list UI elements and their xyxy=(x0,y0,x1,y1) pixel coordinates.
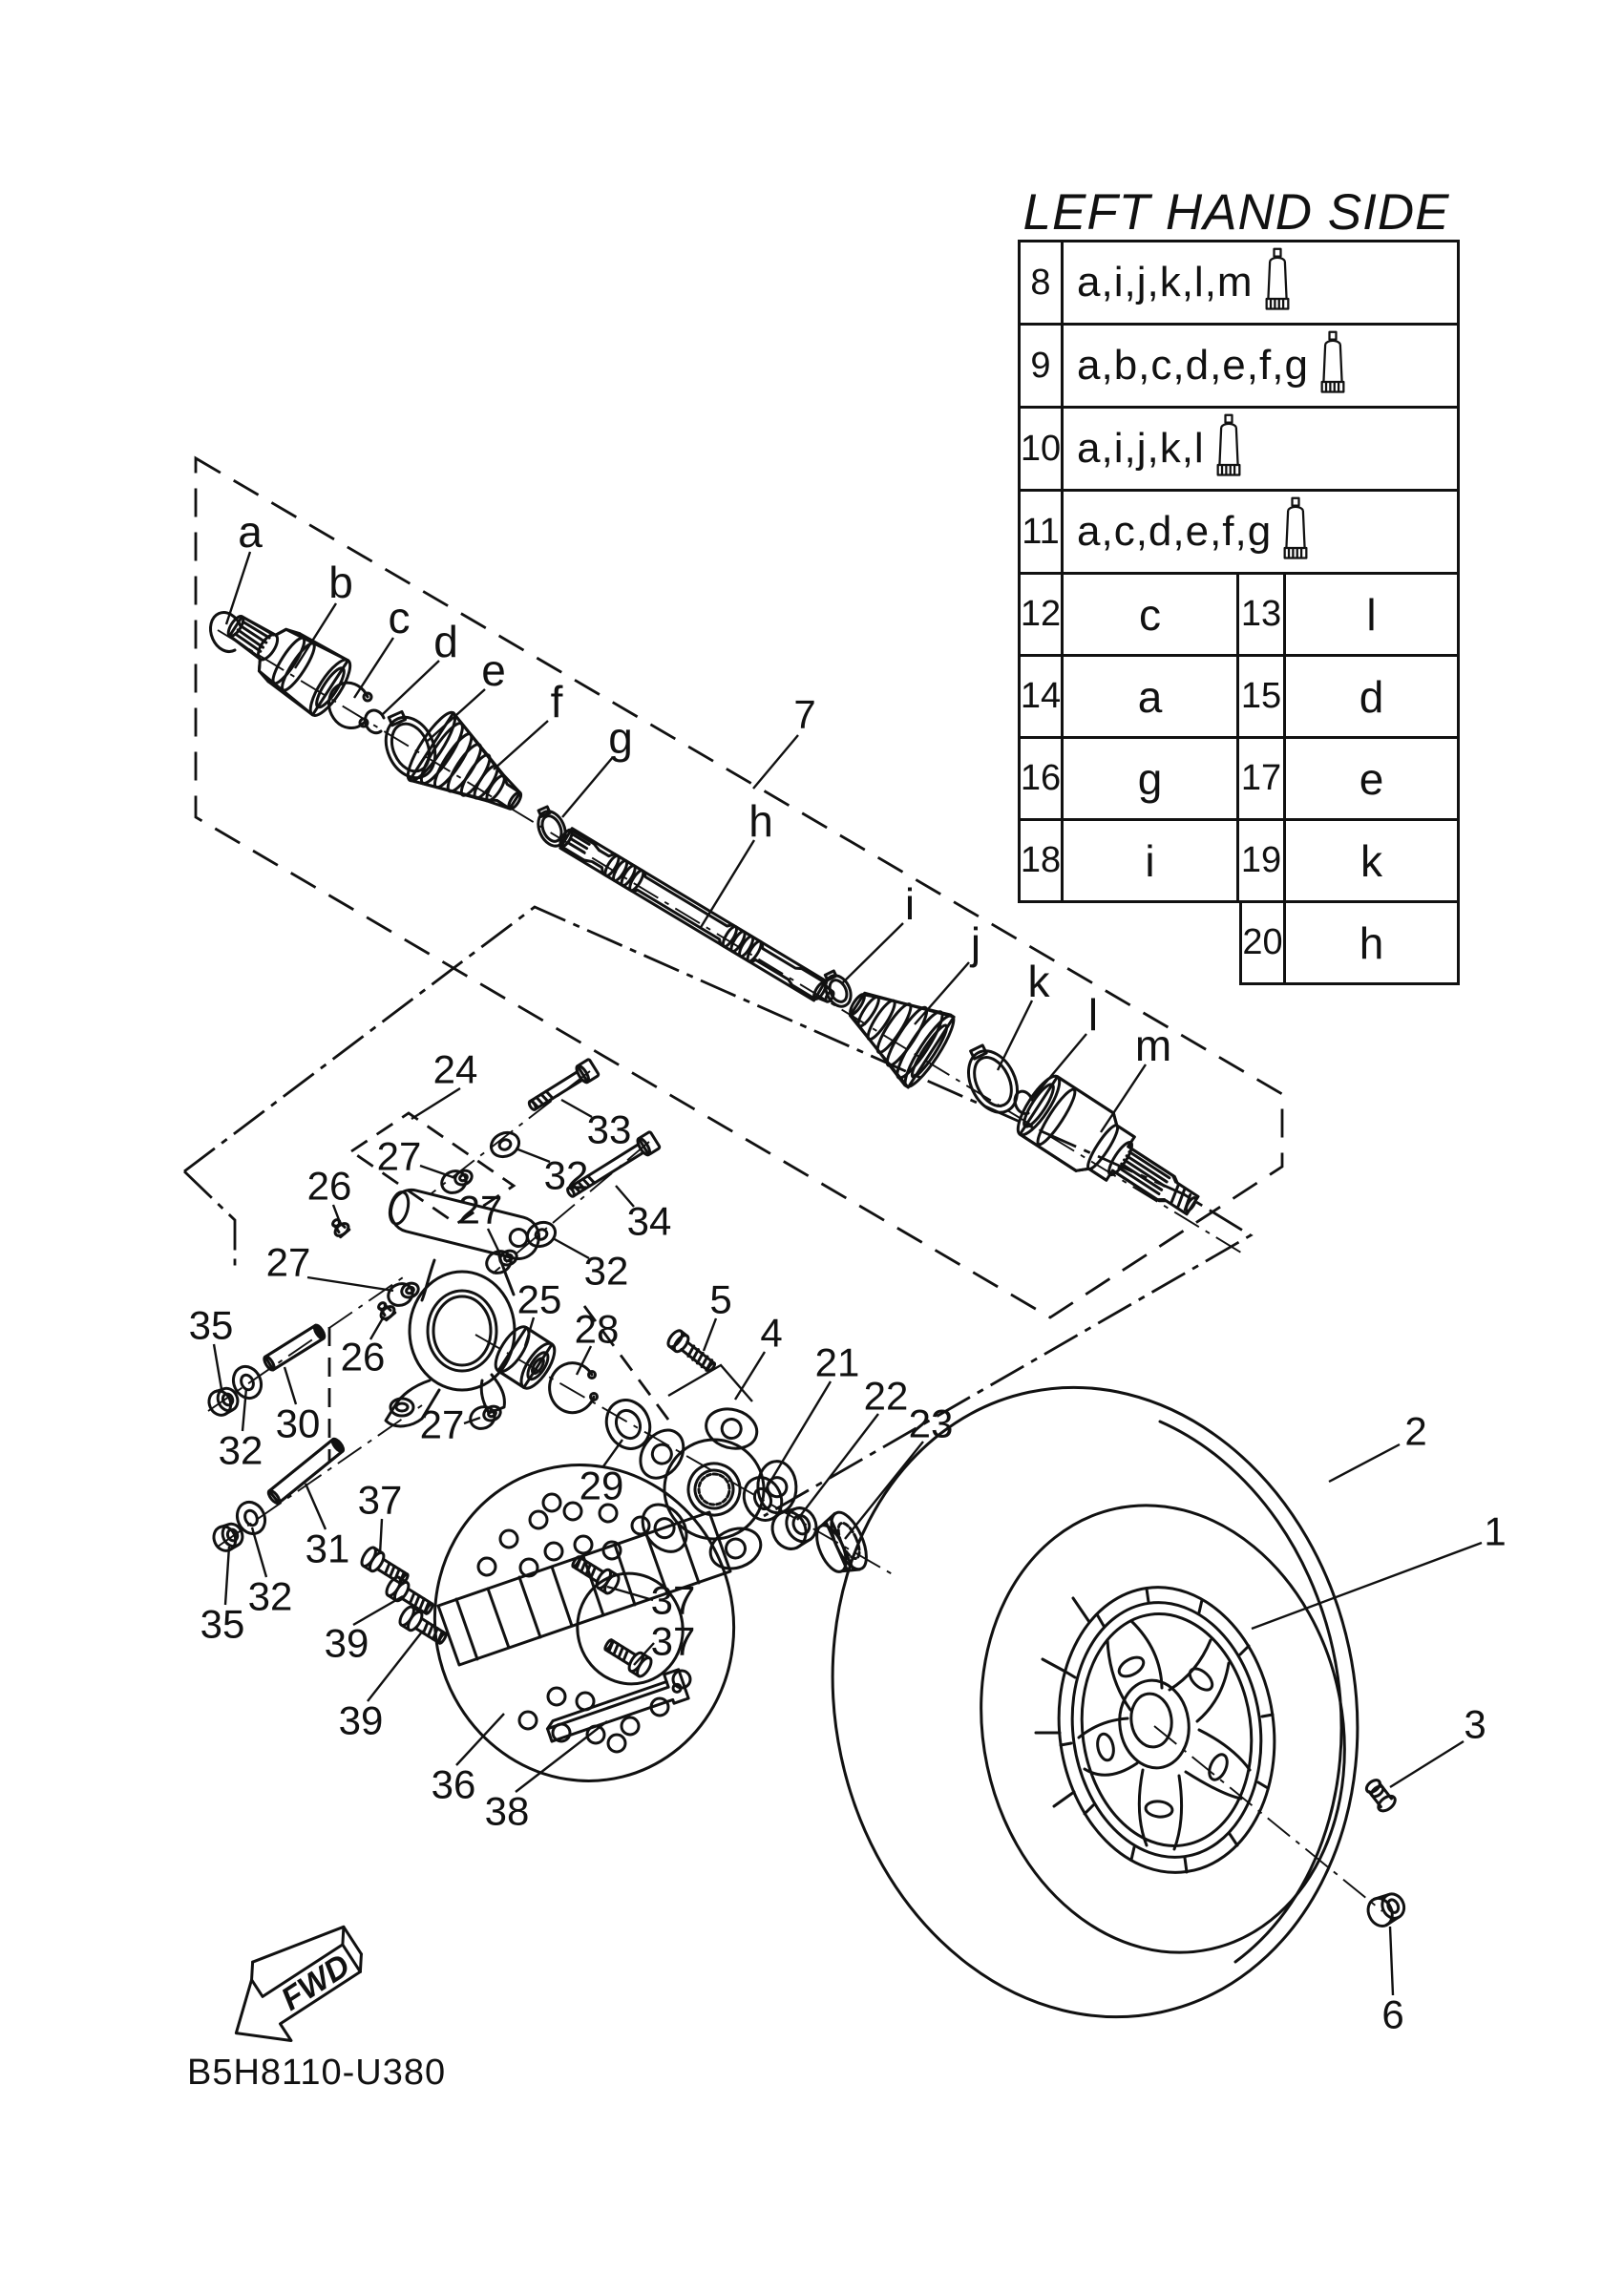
part-label-34: 34 xyxy=(626,1198,672,1244)
table-cell-12-letter: c xyxy=(1064,575,1239,657)
part-label-22: 22 xyxy=(863,1373,909,1419)
diagram-code: B5H8110-U380 xyxy=(187,2053,447,2093)
valve-stem-3 xyxy=(1362,1777,1398,1814)
bushing-27b xyxy=(483,1245,520,1277)
screw-37c xyxy=(601,1635,654,1679)
cv-boot-j xyxy=(832,967,960,1091)
part-label-7: 7 xyxy=(793,691,816,737)
part-label-37-2: 37 xyxy=(650,1577,696,1623)
page-title: LEFT HAND SIDE xyxy=(1022,184,1450,241)
nut-22 xyxy=(767,1502,822,1554)
screw-39a xyxy=(384,1575,436,1619)
table-cell-13: 13 xyxy=(1239,575,1286,657)
rim-hub xyxy=(1114,1675,1194,1772)
part-label-l: l xyxy=(1087,990,1099,1040)
cv-joint-m xyxy=(1011,1071,1212,1234)
pivot-pin-30 xyxy=(263,1324,327,1372)
part-label-1: 1 xyxy=(1484,1508,1507,1554)
part-label-23: 23 xyxy=(908,1401,954,1446)
washer-32c xyxy=(228,1362,265,1402)
part-label-26-1: 26 xyxy=(306,1163,352,1209)
table-row9-letters: a,b,c,d,e,f,g xyxy=(1064,326,1460,409)
part-label-4: 4 xyxy=(760,1310,783,1356)
table-cell-18-letter: i xyxy=(1064,821,1239,903)
table-cell-15: 15 xyxy=(1239,657,1286,739)
part-label-d: d xyxy=(433,617,458,666)
part-label-f: f xyxy=(550,677,563,727)
part-label-32-2: 32 xyxy=(583,1248,629,1294)
part-label-35-2: 35 xyxy=(200,1601,245,1647)
part-label-32-3: 32 xyxy=(218,1427,263,1473)
part-label-37-3: 37 xyxy=(650,1618,696,1664)
table-cell-18: 18 xyxy=(1018,821,1064,903)
part-label-i: i xyxy=(904,879,916,929)
part-label-36: 36 xyxy=(431,1761,476,1807)
part-label-33: 33 xyxy=(586,1106,632,1152)
part-label-c: c xyxy=(388,593,411,642)
grease-tube-icon xyxy=(1318,330,1347,395)
circlip-28 xyxy=(550,1363,594,1413)
table-row11-num: 11 xyxy=(1018,492,1064,575)
fwd-arrow-label: FWD xyxy=(274,1947,357,2018)
table-cell-15-letter: d xyxy=(1286,657,1460,739)
part-label-2: 2 xyxy=(1404,1408,1427,1454)
part-label-21: 21 xyxy=(814,1339,860,1385)
table-empty-area xyxy=(1018,903,1239,985)
part-label-35-1: 35 xyxy=(188,1302,234,1348)
washer-32a xyxy=(487,1128,522,1161)
part-label-25: 25 xyxy=(516,1276,562,1322)
tire-2 xyxy=(775,1338,1415,2067)
cap-23 xyxy=(809,1507,874,1581)
part-label-27-4: 27 xyxy=(419,1401,465,1447)
table-cell-16-letter: g xyxy=(1064,739,1239,821)
grease-nipple-26b xyxy=(374,1299,396,1321)
table-row10-letters: a,i,j,k,l xyxy=(1064,409,1460,492)
part-label-32-1: 32 xyxy=(543,1152,589,1198)
part-label-a: a xyxy=(238,507,263,557)
part-label-j: j xyxy=(970,918,981,968)
grease-tube-icon xyxy=(1214,413,1243,478)
table-cell-17: 17 xyxy=(1239,739,1286,821)
part-label-27-3: 27 xyxy=(265,1239,311,1285)
part-label-27-2: 27 xyxy=(457,1187,503,1232)
part-label-b: b xyxy=(328,558,353,607)
part-label-30: 30 xyxy=(275,1401,321,1446)
part-label-28: 28 xyxy=(574,1306,620,1352)
cv-boot-f xyxy=(401,707,540,836)
part-label-3: 3 xyxy=(1464,1701,1486,1747)
part-label-m: m xyxy=(1134,1021,1172,1070)
bushing-27c xyxy=(385,1277,422,1310)
grease-tube-icon xyxy=(1281,496,1310,561)
fwd-arrow-icon xyxy=(208,1910,380,2064)
grease-tube-icon xyxy=(1263,247,1292,312)
part-label-38: 38 xyxy=(484,1788,530,1834)
part-label-31: 31 xyxy=(305,1526,350,1571)
wheel-and-tire xyxy=(775,1338,1415,2067)
table-row10-num: 10 xyxy=(1018,409,1064,492)
part-label-32-4: 32 xyxy=(247,1573,293,1619)
table-cell-14-letter: a xyxy=(1064,657,1239,739)
part-label-37-1: 37 xyxy=(357,1477,403,1523)
table-row8-num: 8 xyxy=(1018,242,1064,326)
table-cell-13-letter: l xyxy=(1286,575,1460,657)
part-label-e: e xyxy=(481,645,506,695)
part-label-27-1: 27 xyxy=(376,1133,422,1179)
wheel-centerline xyxy=(1154,1726,1382,1911)
table-row8-letters: a,i,j,k,l,m xyxy=(1064,242,1460,326)
table-cell-20: 20 xyxy=(1239,903,1286,985)
part-label-39-1: 39 xyxy=(324,1620,369,1666)
table-row9-num: 9 xyxy=(1018,326,1064,409)
table-cell-14: 14 xyxy=(1018,657,1064,739)
seal-29 xyxy=(599,1393,657,1455)
table-cell-20-letter: h xyxy=(1286,903,1460,985)
part-label-24: 24 xyxy=(432,1046,478,1092)
part-label-5: 5 xyxy=(709,1276,732,1322)
part-label-g: g xyxy=(608,713,633,763)
table-cell-16: 16 xyxy=(1018,739,1064,821)
wheel-hub-4 xyxy=(609,1387,819,1591)
table-cell-17-letter: e xyxy=(1286,739,1460,821)
rim-1 xyxy=(1041,1573,1293,1886)
part-label-k: k xyxy=(1027,957,1050,1006)
reference-table xyxy=(1018,240,1460,985)
table-cell-19-letter: k xyxy=(1286,821,1460,903)
wheel-nut-6 xyxy=(1363,1888,1408,1929)
pivot-pin-31 xyxy=(266,1437,345,1505)
axle-shaft-h xyxy=(557,827,837,1008)
table-cell-19: 19 xyxy=(1239,821,1286,903)
table-row11-letters: a,c,d,e,f,g xyxy=(1064,492,1460,575)
part-label-h: h xyxy=(748,796,773,846)
table-cell-12: 12 xyxy=(1018,575,1064,657)
part-label-29: 29 xyxy=(579,1463,624,1508)
part-label-26-2: 26 xyxy=(340,1334,386,1380)
part-label-6: 6 xyxy=(1381,1991,1404,2037)
part-label-39-2: 39 xyxy=(338,1697,384,1743)
